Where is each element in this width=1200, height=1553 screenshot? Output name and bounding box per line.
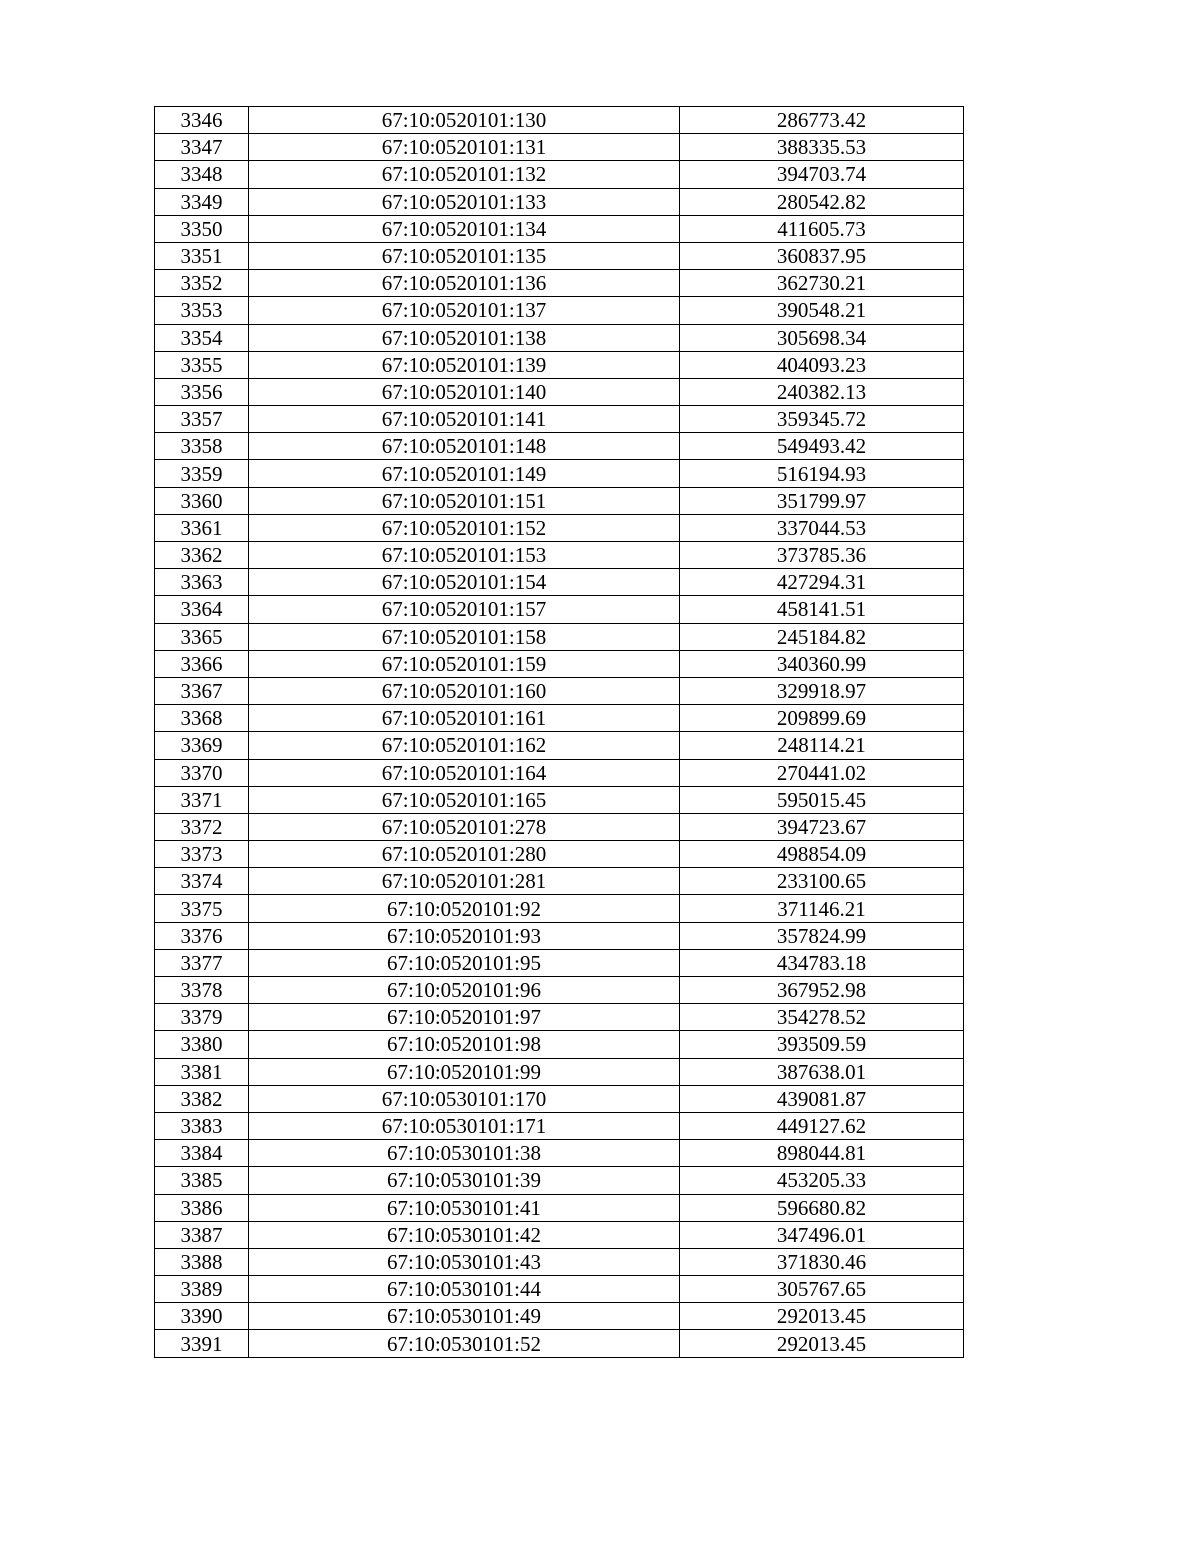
cadastral-value-cell: 390548.21	[680, 297, 964, 324]
cadastral-number-cell: 67:10:0530101:170	[249, 1085, 680, 1112]
row-number-cell: 3358	[155, 433, 249, 460]
row-number-cell: 3351	[155, 242, 249, 269]
cadastral-number-cell: 67:10:0520101:137	[249, 297, 680, 324]
cadastral-value-cell: 245184.82	[680, 623, 964, 650]
row-number-cell: 3356	[155, 378, 249, 405]
table-row	[155, 1031, 964, 1058]
cadastral-value-cell: 449127.62	[680, 1112, 964, 1139]
cadastral-value-cell: 340360.99	[680, 650, 964, 677]
row-number-cell: 3348	[155, 161, 249, 188]
row-number-cell: 3382	[155, 1085, 249, 1112]
cadastral-number-cell: 67:10:0520101:278	[249, 813, 680, 840]
cadastral-value-cell: 292013.45	[680, 1303, 964, 1330]
cadastral-value-cell: 362730.21	[680, 270, 964, 297]
row-number-cell: 3359	[155, 460, 249, 487]
table-row	[155, 1276, 964, 1303]
cadastral-value-cell: 351799.97	[680, 487, 964, 514]
table-row	[155, 433, 964, 460]
cadastral-number-cell: 67:10:0520101:139	[249, 351, 680, 378]
cadastral-value-table	[154, 106, 964, 1358]
cadastral-number-cell: 67:10:0530101:41	[249, 1194, 680, 1221]
row-number-cell: 3352	[155, 270, 249, 297]
cadastral-value-cell: 305698.34	[680, 324, 964, 351]
row-number-cell: 3350	[155, 215, 249, 242]
cadastral-number-cell: 67:10:0520101:95	[249, 949, 680, 976]
table-row	[155, 270, 964, 297]
cadastral-number-cell: 67:10:0520101:164	[249, 759, 680, 786]
cadastral-value-cell: 280542.82	[680, 188, 964, 215]
cadastral-number-cell: 67:10:0520101:131	[249, 134, 680, 161]
cadastral-number-cell: 67:10:0520101:281	[249, 868, 680, 895]
cadastral-value-cell: 367952.98	[680, 977, 964, 1004]
row-number-cell: 3360	[155, 487, 249, 514]
row-number-cell: 3381	[155, 1058, 249, 1085]
row-number-cell: 3347	[155, 134, 249, 161]
cadastral-number-cell: 67:10:0520101:135	[249, 242, 680, 269]
table-row	[155, 1085, 964, 1112]
cadastral-number-cell: 67:10:0530101:44	[249, 1276, 680, 1303]
cadastral-value-cell: 233100.65	[680, 868, 964, 895]
table-row	[155, 813, 964, 840]
cadastral-value-cell: 434783.18	[680, 949, 964, 976]
cadastral-value-cell: 458141.51	[680, 596, 964, 623]
cadastral-value-cell: 292013.45	[680, 1330, 964, 1357]
cadastral-number-cell: 67:10:0520101:97	[249, 1004, 680, 1031]
cadastral-number-cell: 67:10:0520101:93	[249, 922, 680, 949]
cadastral-value-cell: 516194.93	[680, 460, 964, 487]
row-number-cell: 3388	[155, 1248, 249, 1275]
cadastral-value-cell: 270441.02	[680, 759, 964, 786]
row-number-cell: 3376	[155, 922, 249, 949]
row-number-cell: 3367	[155, 677, 249, 704]
cadastral-value-cell: 394723.67	[680, 813, 964, 840]
cadastral-number-cell: 67:10:0530101:38	[249, 1140, 680, 1167]
table-body	[155, 107, 964, 1358]
table-row	[155, 242, 964, 269]
cadastral-number-cell: 67:10:0530101:49	[249, 1303, 680, 1330]
row-number-cell: 3346	[155, 107, 249, 134]
cadastral-value-cell: 411605.73	[680, 215, 964, 242]
row-number-cell: 3349	[155, 188, 249, 215]
row-number-cell: 3386	[155, 1194, 249, 1221]
cadastral-number-cell: 67:10:0520101:159	[249, 650, 680, 677]
cadastral-number-cell: 67:10:0520101:138	[249, 324, 680, 351]
row-number-cell: 3390	[155, 1303, 249, 1330]
cadastral-number-cell: 67:10:0530101:43	[249, 1248, 680, 1275]
cadastral-value-cell: 329918.97	[680, 677, 964, 704]
cadastral-value-cell: 595015.45	[680, 786, 964, 813]
table-row	[155, 596, 964, 623]
table-row	[155, 487, 964, 514]
row-number-cell: 3370	[155, 759, 249, 786]
cadastral-number-cell: 67:10:0520101:132	[249, 161, 680, 188]
cadastral-number-cell: 67:10:0520101:99	[249, 1058, 680, 1085]
cadastral-number-cell: 67:10:0520101:153	[249, 542, 680, 569]
cadastral-value-cell: 373785.36	[680, 542, 964, 569]
cadastral-value-cell: 357824.99	[680, 922, 964, 949]
cadastral-number-cell: 67:10:0520101:162	[249, 732, 680, 759]
cadastral-number-cell: 67:10:0530101:42	[249, 1221, 680, 1248]
cadastral-value-cell: 404093.23	[680, 351, 964, 378]
table-row	[155, 1004, 964, 1031]
cadastral-value-cell: 248114.21	[680, 732, 964, 759]
cadastral-value-cell: 209899.69	[680, 705, 964, 732]
table-row	[155, 107, 964, 134]
cadastral-number-cell: 67:10:0520101:130	[249, 107, 680, 134]
table-row	[155, 297, 964, 324]
cadastral-value-cell: 371146.21	[680, 895, 964, 922]
row-number-cell: 3369	[155, 732, 249, 759]
table-row	[155, 1167, 964, 1194]
cadastral-value-cell: 427294.31	[680, 569, 964, 596]
row-number-cell: 3366	[155, 650, 249, 677]
cadastral-number-cell: 67:10:0520101:140	[249, 378, 680, 405]
cadastral-number-cell: 67:10:0530101:39	[249, 1167, 680, 1194]
row-number-cell: 3383	[155, 1112, 249, 1139]
cadastral-number-cell: 67:10:0520101:160	[249, 677, 680, 704]
table-row	[155, 406, 964, 433]
cadastral-value-cell: 371830.46	[680, 1248, 964, 1275]
cadastral-value-cell: 337044.53	[680, 514, 964, 541]
cadastral-number-cell: 67:10:0520101:157	[249, 596, 680, 623]
cadastral-value-cell: 453205.33	[680, 1167, 964, 1194]
table-row	[155, 949, 964, 976]
row-number-cell: 3379	[155, 1004, 249, 1031]
cadastral-number-cell: 67:10:0520101:151	[249, 487, 680, 514]
row-number-cell: 3387	[155, 1221, 249, 1248]
row-number-cell: 3384	[155, 1140, 249, 1167]
cadastral-value-cell: 347496.01	[680, 1221, 964, 1248]
cadastral-value-cell: 240382.13	[680, 378, 964, 405]
cadastral-value-cell: 394703.74	[680, 161, 964, 188]
cadastral-number-cell: 67:10:0520101:148	[249, 433, 680, 460]
row-number-cell: 3357	[155, 406, 249, 433]
table-row	[155, 1194, 964, 1221]
table-row	[155, 569, 964, 596]
row-number-cell: 3355	[155, 351, 249, 378]
table-row	[155, 759, 964, 786]
table-row	[155, 324, 964, 351]
cadastral-number-cell: 67:10:0520101:96	[249, 977, 680, 1004]
row-number-cell: 3371	[155, 786, 249, 813]
row-number-cell: 3375	[155, 895, 249, 922]
cadastral-number-cell: 67:10:0520101:134	[249, 215, 680, 242]
cadastral-number-cell: 67:10:0520101:136	[249, 270, 680, 297]
cadastral-number-cell: 67:10:0520101:149	[249, 460, 680, 487]
row-number-cell: 3365	[155, 623, 249, 650]
table-row	[155, 977, 964, 1004]
row-number-cell: 3374	[155, 868, 249, 895]
table-row	[155, 623, 964, 650]
row-number-cell: 3385	[155, 1167, 249, 1194]
cadastral-value-cell: 549493.42	[680, 433, 964, 460]
row-number-cell: 3353	[155, 297, 249, 324]
cadastral-number-cell: 67:10:0520101:280	[249, 841, 680, 868]
cadastral-number-cell: 67:10:0530101:171	[249, 1112, 680, 1139]
table-row	[155, 705, 964, 732]
cadastral-value-cell: 388335.53	[680, 134, 964, 161]
table-row	[155, 134, 964, 161]
row-number-cell: 3377	[155, 949, 249, 976]
cadastral-value-cell: 439081.87	[680, 1085, 964, 1112]
table-row	[155, 1248, 964, 1275]
table-row	[155, 542, 964, 569]
cadastral-number-cell: 67:10:0520101:154	[249, 569, 680, 596]
table-row	[155, 1112, 964, 1139]
row-number-cell: 3361	[155, 514, 249, 541]
table-row	[155, 650, 964, 677]
cadastral-number-cell: 67:10:0520101:152	[249, 514, 680, 541]
cadastral-value-cell: 596680.82	[680, 1194, 964, 1221]
table-row	[155, 1221, 964, 1248]
table-row	[155, 922, 964, 949]
table-row	[155, 1303, 964, 1330]
cadastral-number-cell: 67:10:0520101:98	[249, 1031, 680, 1058]
cadastral-value-cell: 393509.59	[680, 1031, 964, 1058]
cadastral-value-cell: 387638.01	[680, 1058, 964, 1085]
cadastral-value-cell: 359345.72	[680, 406, 964, 433]
row-number-cell: 3373	[155, 841, 249, 868]
cadastral-value-cell: 305767.65	[680, 1276, 964, 1303]
cadastral-number-cell: 67:10:0520101:141	[249, 406, 680, 433]
table-row	[155, 1330, 964, 1357]
row-number-cell: 3372	[155, 813, 249, 840]
row-number-cell: 3363	[155, 569, 249, 596]
cadastral-value-cell: 898044.81	[680, 1140, 964, 1167]
row-number-cell: 3378	[155, 977, 249, 1004]
table-row	[155, 1058, 964, 1085]
row-number-cell: 3354	[155, 324, 249, 351]
row-number-cell: 3389	[155, 1276, 249, 1303]
table-row	[155, 351, 964, 378]
row-number-cell: 3380	[155, 1031, 249, 1058]
cadastral-number-cell: 67:10:0520101:92	[249, 895, 680, 922]
table-row	[155, 841, 964, 868]
table-row	[155, 895, 964, 922]
table-row	[155, 161, 964, 188]
table-row	[155, 1140, 964, 1167]
cadastral-value-cell: 354278.52	[680, 1004, 964, 1031]
row-number-cell: 3362	[155, 542, 249, 569]
cadastral-value-cell: 498854.09	[680, 841, 964, 868]
cadastral-number-cell: 67:10:0520101:133	[249, 188, 680, 215]
table-row	[155, 732, 964, 759]
table-row	[155, 868, 964, 895]
cadastral-value-cell: 360837.95	[680, 242, 964, 269]
cadastral-number-cell: 67:10:0520101:158	[249, 623, 680, 650]
cadastral-number-cell: 67:10:0520101:165	[249, 786, 680, 813]
row-number-cell: 3364	[155, 596, 249, 623]
table-row	[155, 460, 964, 487]
table-row	[155, 786, 964, 813]
row-number-cell: 3368	[155, 705, 249, 732]
table-row	[155, 677, 964, 704]
cadastral-value-cell: 286773.42	[680, 107, 964, 134]
table-row	[155, 378, 964, 405]
row-number-cell: 3391	[155, 1330, 249, 1357]
table-row	[155, 514, 964, 541]
cadastral-number-cell: 67:10:0520101:161	[249, 705, 680, 732]
table-row	[155, 188, 964, 215]
cadastral-number-cell: 67:10:0530101:52	[249, 1330, 680, 1357]
table-row	[155, 215, 964, 242]
